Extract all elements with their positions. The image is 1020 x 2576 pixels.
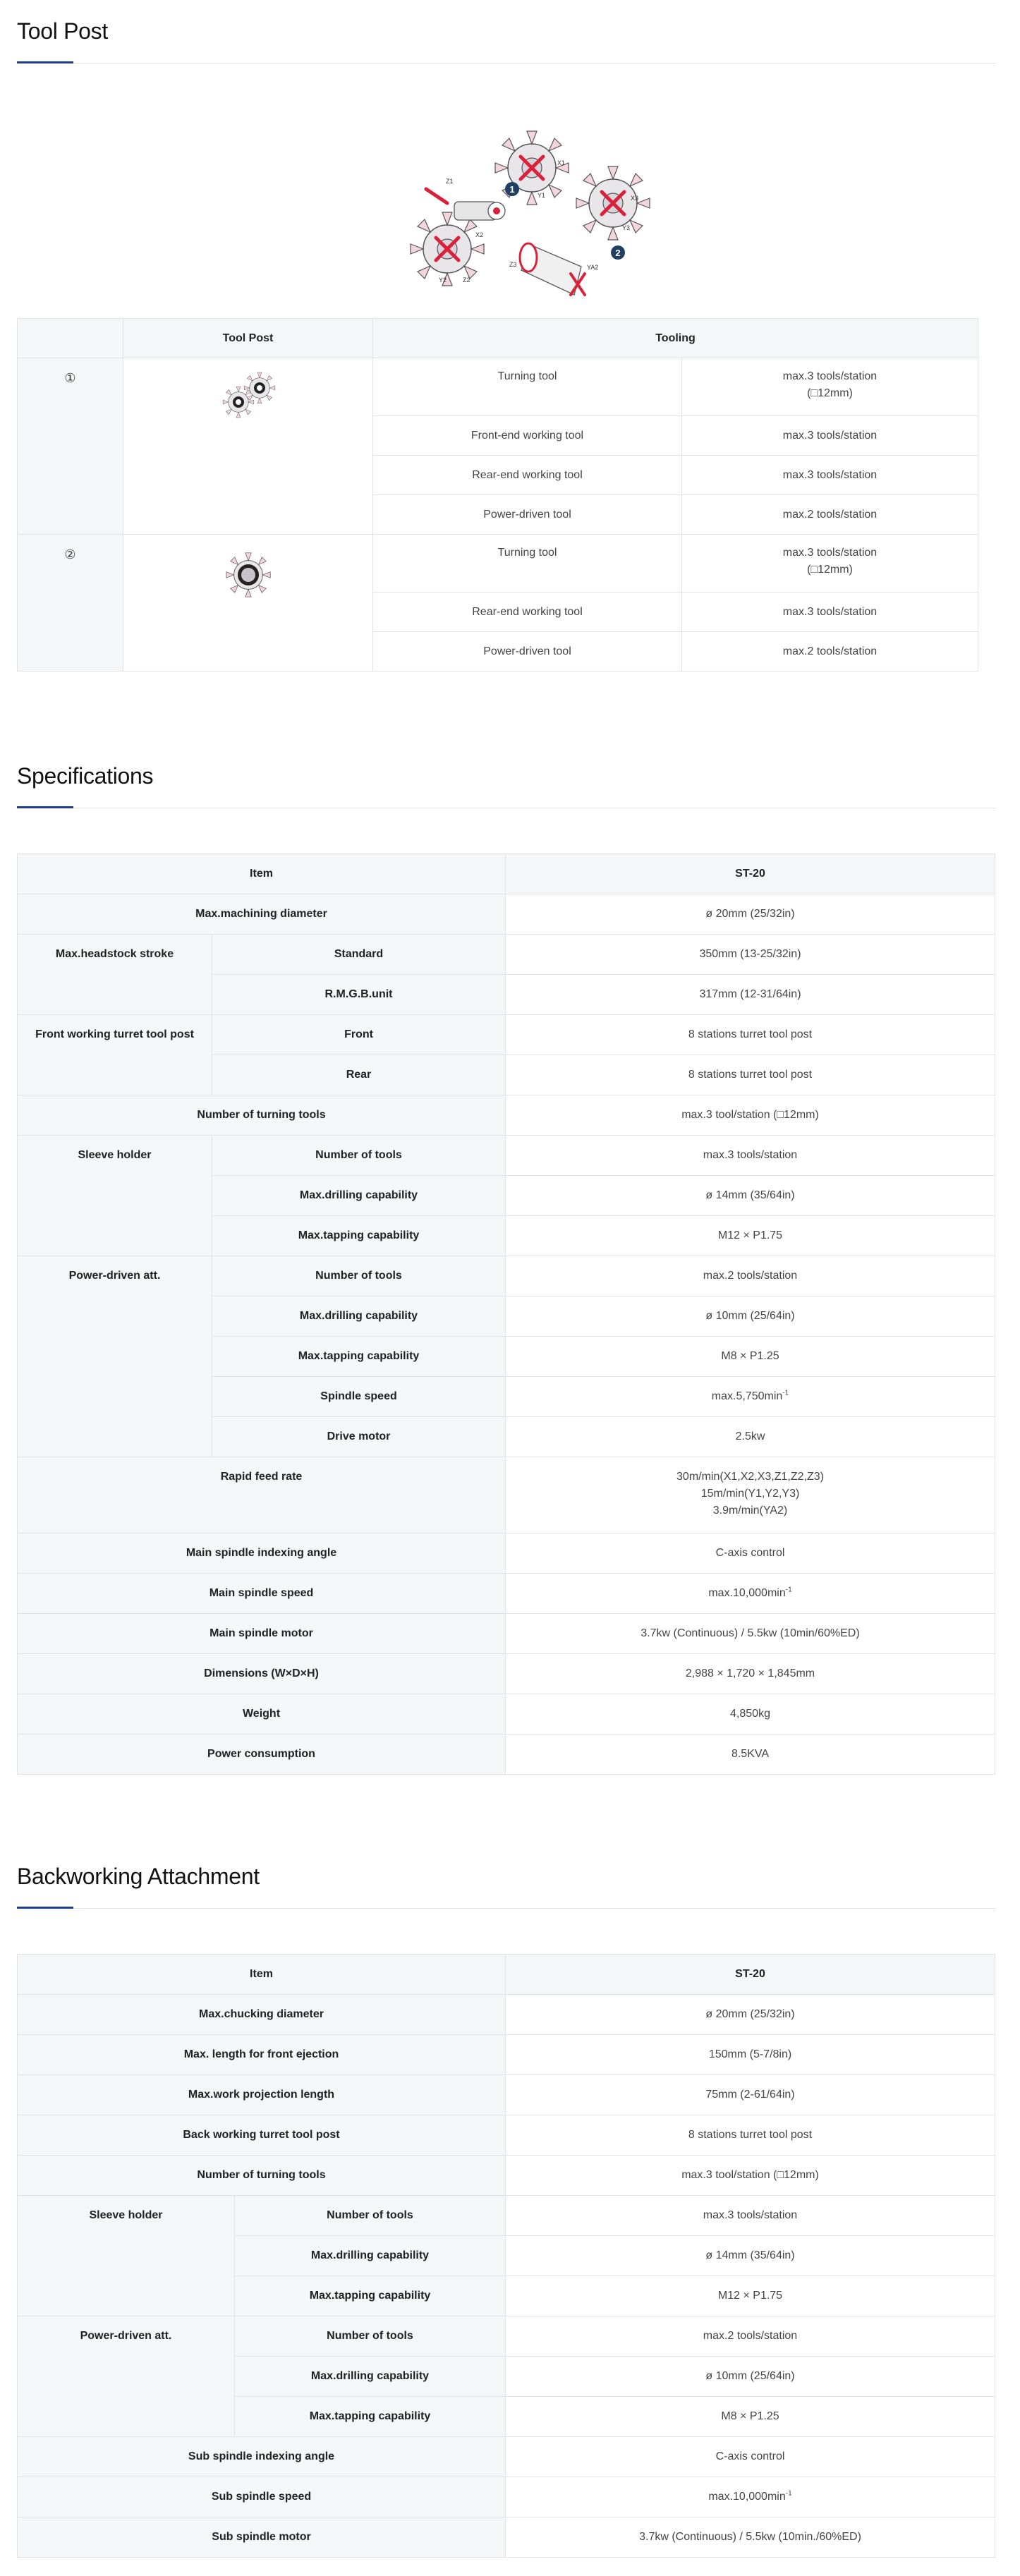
spec-value: 317mm (12-31/64in) [506,975,995,1015]
table-row [18,1015,995,1055]
spec-value: 2.5kw [506,1417,995,1457]
spec-value [506,1574,995,1614]
spec-group-label: Sleeve holder [18,2196,235,2316]
spec-value: ø 14mm (35/64in) [506,2236,995,2276]
spec-label: Sub spindle speed [18,2477,506,2517]
axis-label-z1: Z1 [446,178,454,185]
spec-sub-label: Rear [212,1055,506,1095]
table-header: Tooling [373,319,978,358]
group-number: ① [18,358,123,535]
table-header-row [18,854,995,894]
spec-value-line: 15m/min(Y1,Y2,Y3) [700,1488,800,1500]
spec-value: 75mm (2-61/64in) [506,2075,995,2115]
table-row [18,1694,995,1734]
spec-value [506,1457,995,1533]
spec-value: ø 20mm (25/32in) [506,1995,995,2035]
table-row [18,2075,995,2115]
spec-value: max.3 tools/station [506,2196,995,2236]
tooling-value [682,535,978,593]
spec-value: ø 20mm (25/32in) [506,894,995,935]
tooling-value [682,358,978,416]
axis-label-z3: Z3 [509,261,517,268]
tool-post-image-cell [123,535,373,672]
spec-value: 8.5KVA [506,1734,995,1775]
table-row [18,2115,995,2156]
spec-group-label: Sleeve holder [18,1136,212,1256]
header-item: Item [18,1955,506,1995]
specifications-title: Specifications [17,763,154,789]
spec-value: max.2 tools/station [506,1256,995,1296]
single-turret-icon [213,543,284,607]
spec-value: 350mm (13-25/32in) [506,935,995,975]
divider-accent [17,806,73,808]
spec-label: Max.chucking diameter [18,1995,506,2035]
section-divider [17,807,996,808]
table-row [18,2517,995,2558]
tooling-name: Rear-end working tool [373,593,682,632]
section-divider [17,62,996,63]
spec-value: 8 stations turret tool post [506,2115,995,2156]
marker-2-label: 2 [615,248,621,258]
spec-sub-label: Max.drilling capability [235,2236,506,2276]
spec-value: C-axis control [506,1533,995,1574]
spec-label: Number of turning tools [18,2156,506,2196]
tooling-value-line: max.3 tools/station [782,370,878,382]
spec-label: Dimensions (W×D×H) [18,1654,506,1694]
spec-label: Back working turret tool post [18,2115,506,2156]
spec-sub-label: Spindle speed [212,1377,506,1417]
table-row [18,1136,995,1176]
backworking-table [17,1954,995,2558]
spec-value: 8 stations turret tool post [506,1015,995,1055]
spec-label: Main spindle motor [18,1614,506,1654]
table-row [18,2477,995,2517]
table-row [18,2316,995,2357]
section-divider [17,1907,996,1909]
tool-post-diagram [398,119,666,309]
spec-label: Max.work projection length [18,2075,506,2115]
spec-value: max.2 tools/station [506,2316,995,2357]
spec-label: Number of turning tools [18,1095,506,1136]
tooling-value: max.3 tools/station [682,593,978,632]
turret-x3-icon [576,166,650,240]
dual-turret-icon [213,367,284,430]
table-row [18,1614,995,1654]
spec-sub-label: Max.tapping capability [212,1337,506,1377]
table-row [18,1734,995,1775]
axis-label-x1: X1 [557,159,566,166]
spec-sub-label: Max.tapping capability [235,2397,506,2437]
table-header: Tool Post [123,319,373,358]
table-row [18,935,995,975]
spec-value: M12 × P1.75 [506,1216,995,1256]
spec-value: 3.7kw (Continuous) / 5.5kw (10min/60%ED) [506,1614,995,1654]
spec-value [506,1377,995,1417]
spec-label: Sub spindle indexing angle [18,2437,506,2477]
divider-accent [17,1907,73,1909]
tooling-value-line: max.3 tools/station [782,547,878,559]
spec-sub-label: Front [212,1015,506,1055]
spec-label: Main spindle indexing angle [18,1533,506,1574]
spec-value: M8 × P1.25 [506,2397,995,2437]
table-row [18,1654,995,1694]
axis-label-ya2: YA2 [587,264,599,271]
divider-accent [17,61,73,63]
tooling-name: Front-end working tool [373,416,682,456]
axis-label-z2: Z2 [463,277,470,284]
spec-sub-label: Max.tapping capability [212,1216,506,1256]
table-row [18,1457,995,1533]
spec-value: 150mm (5-7/8in) [506,2035,995,2075]
spec-sub-label: Max.tapping capability [235,2276,506,2316]
spec-sub-label: Max.drilling capability [212,1176,506,1216]
spec-sub-label: Number of tools [235,2316,506,2357]
spec-sub-label: Number of tools [212,1136,506,1176]
spec-value [506,2477,995,2517]
table-row [18,358,978,416]
spec-label: Max.machining diameter [18,894,506,935]
spec-label: Sub spindle motor [18,2517,506,2558]
table-row [18,2035,995,2075]
spec-group-label: Power-driven att. [18,2316,235,2437]
tooling-name: Power-driven tool [373,495,682,535]
spec-label: Weight [18,1694,506,1734]
spec-value: max.3 tool/station (□12mm) [506,1095,995,1136]
spec-value-line: 3.9m/min(YA2) [712,1505,788,1517]
tooling-value-line: (□12mm) [807,387,853,399]
tool-post-title: Tool Post [17,18,108,44]
axis-label-x3: X3 [631,195,639,202]
table-row [18,1095,995,1136]
spec-sub-label: Max.drilling capability [235,2357,506,2397]
spec-value: ø 14mm (35/64in) [506,1176,995,1216]
tool-post-image-cell [123,358,373,535]
table-row [18,2437,995,2477]
table-row [18,2156,995,2196]
tool-post-table [17,318,978,672]
spec-value: ø 10mm (25/64in) [506,1296,995,1337]
turret-x1-icon [495,131,569,205]
table-header-row [18,319,978,358]
spec-value-text: max.5,750min [711,1390,783,1402]
spec-group-label: Power-driven att. [18,1256,212,1457]
tooling-value: max.2 tools/station [682,632,978,672]
table-row [18,1995,995,2035]
header-item: Item [18,854,506,894]
axis-label-x2: X2 [475,231,484,238]
table-header-row [18,1955,995,1995]
spec-value: 3.7kw (Continuous) / 5.5kw (10min./60%ED) [506,2517,995,2558]
spec-value: max.3 tools/station [506,1136,995,1176]
spec-group-label: Max.headstock stroke [18,935,212,1015]
spec-value-text: max.10,000min [708,1587,786,1599]
axis-label-y2: Y2 [439,277,447,284]
marker-2-icon [611,245,625,260]
tooling-value: max.2 tools/station [682,495,978,535]
table-row [18,1533,995,1574]
spec-sub-label: Standard [212,935,506,975]
header-model: ST-20 [506,1955,995,1995]
header-model: ST-20 [506,854,995,894]
tooling-value-line: (□12mm) [807,564,853,576]
spec-value: 4,850kg [506,1694,995,1734]
spec-label: Rapid feed rate [18,1457,506,1533]
spec-value-sup: -1 [785,2489,792,2498]
spec-value: C-axis control [506,2437,995,2477]
spec-value-text: max.10,000min [708,2491,786,2503]
spec-value-sup: -1 [785,1586,792,1594]
spec-value-sup: -1 [782,1389,789,1397]
spec-label: Power consumption [18,1734,506,1775]
table-row [18,2196,995,2236]
table-row [18,1256,995,1296]
spec-value: M8 × P1.25 [506,1337,995,1377]
specifications-section [17,762,996,1760]
tooling-name: Turning tool [373,358,682,416]
spec-label: Main spindle speed [18,1574,506,1614]
turret-x2-icon [411,212,484,286]
marker-1-label: 1 [509,184,515,195]
spec-value: max.3 tool/station (□12mm) [506,2156,995,2196]
tooling-name: Power-driven tool [373,632,682,672]
spec-sub-label: R.M.G.B.unit [212,975,506,1015]
spec-sub-label: Drive motor [212,1417,506,1457]
axis-label-y3: Y3 [622,224,631,231]
group-number: ② [18,535,123,672]
spec-label: Max. length for front ejection [18,2035,506,2075]
spec-value: 8 stations turret tool post [506,1055,995,1095]
marker-1-icon [505,182,519,196]
backworking-section [17,1862,996,2543]
backworking-title: Backworking Attachment [17,1864,260,1889]
table-row [18,535,978,593]
spec-sub-label: Max.drilling capability [212,1296,506,1337]
specifications-table [17,853,995,1775]
spec-value: 2,988 × 1,720 × 1,845mm [506,1654,995,1694]
spec-sub-label: Number of tools [235,2196,506,2236]
spec-value: ø 10mm (25/64in) [506,2357,995,2397]
tooling-name: Turning tool [373,535,682,593]
table-row [18,894,995,935]
main-spindle-icon [426,189,505,220]
spec-value: M12 × P1.75 [506,2276,995,2316]
tooling-value: max.3 tools/station [682,416,978,456]
spec-sub-label: Number of tools [212,1256,506,1296]
sub-spindle-icon [520,243,585,295]
tool-post-section [17,17,996,657]
tooling-name: Rear-end working tool [373,456,682,495]
tooling-value: max.3 tools/station [682,456,978,495]
spec-group-label: Front working turret tool post [18,1015,212,1095]
table-row [18,1574,995,1614]
table-header [18,319,123,358]
axis-label-y1: Y1 [538,192,546,199]
spec-value-line: 30m/min(X1,X2,X3,Z1,Z2,Z3) [676,1471,824,1483]
